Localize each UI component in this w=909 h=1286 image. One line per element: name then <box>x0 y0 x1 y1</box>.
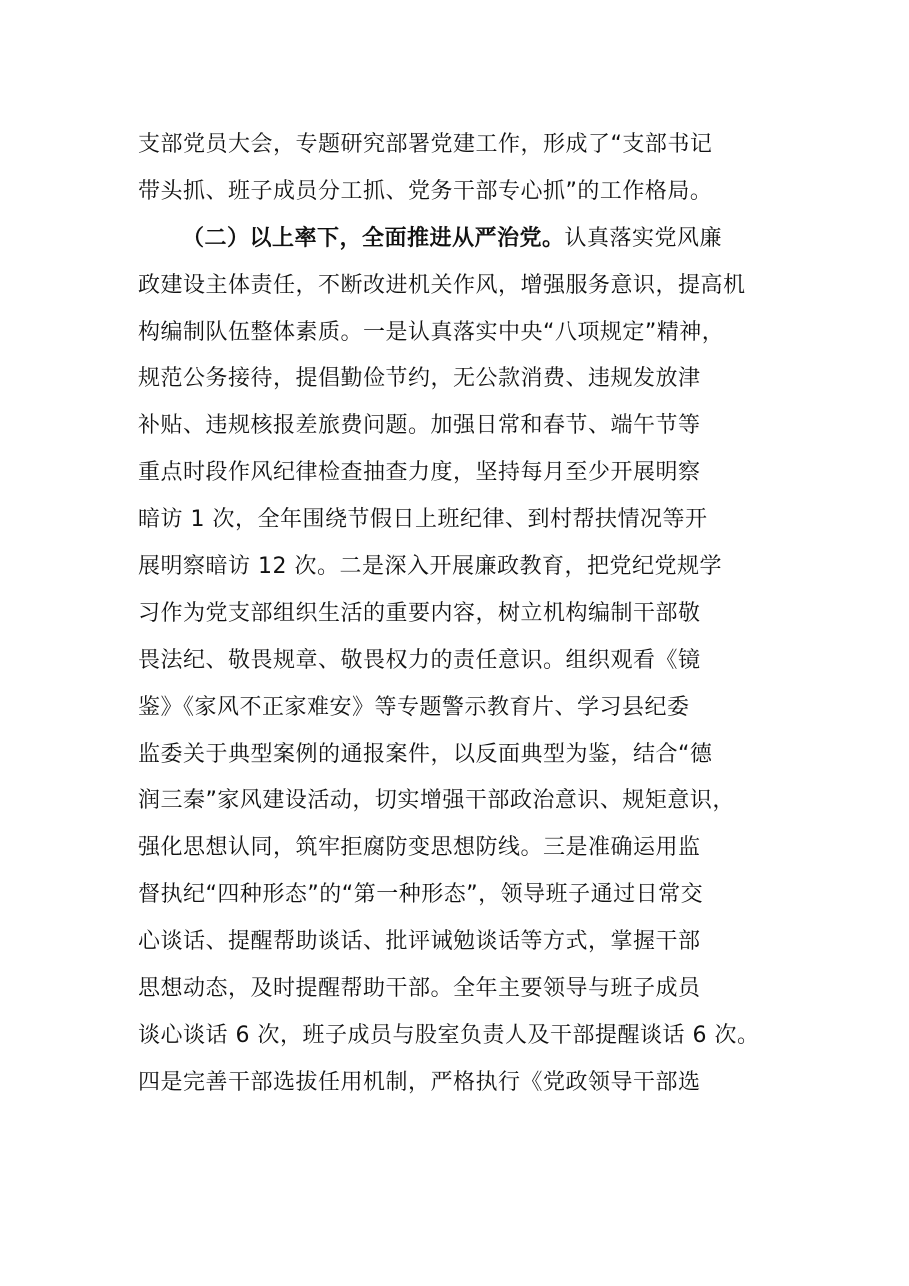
paragraph-line-10: 展明察暗访 12 次。二是深入开展廉政教育，把党纪党规学 <box>138 554 722 580</box>
paragraph-line-8: 重点时段作风纪律检查抽查力度，坚持每月至少开展明察 <box>138 460 701 486</box>
paragraph-line-12: 畏法纪、敬畏规章、敬畏权力的责任意识。组织观看《镜 <box>138 647 701 673</box>
paragraph-line-17: 督执纪“四种形态”的“第一种形态”，领导班子通过日常交 <box>138 882 704 908</box>
paragraph-line-13: 鉴》《家风不正家难安》等专题警示教育片、学习县纪委 <box>138 694 690 720</box>
paragraph-line-5: 构编制队伍整体素质。一是认真落实中央“八项规定”精神， <box>138 319 725 345</box>
paragraph-line-15: 润三秦”家风建设活动，切实增强干部政治意识、规矩意识， <box>138 788 735 814</box>
section-heading-continuation: 认真落实党风廉 <box>564 225 723 251</box>
paragraph-line-16: 强化思想认同，筑牢拒腐防变思想防线。三是准确运用监 <box>138 835 701 861</box>
document-body <box>138 122 778 1107</box>
paragraph-line-19: 思想动态，及时提醒帮助干部。全年主要领导与班子成员 <box>138 976 701 1002</box>
paragraph-line-2: 带头抓、班子成员分工抓、党务干部专心抓”的工作格局。 <box>138 178 713 204</box>
paragraph-line-7: 补贴、违规核报差旅费问题。加强日常和春节、端午节等 <box>138 413 701 439</box>
section-heading: （二）以上率下，全面推进从严治党。 <box>182 225 565 251</box>
paragraph-line-20: 谈心谈话 6 次，班子成员与股室负责人及干部提醒谈话 6 次。 <box>138 1022 760 1048</box>
paragraph-line-4: 政建设主体责任，不断改进机关作风，增强服务意识，提高机 <box>138 272 746 298</box>
paragraph-line-14: 监委关于典型案例的通报案件，以反面典型为鉴，结合“德 <box>138 741 713 767</box>
paragraph-line-21: 四是完善干部选拔任用机制，严格执行《党政领导干部选 <box>138 1069 701 1095</box>
paragraph-line-11: 习作为党支部组织生活的重要内容，树立机构编制干部敬 <box>138 600 701 626</box>
paragraph-line-1: 支部党员大会，专题研究部署党建工作，形成了“支部书记 <box>138 132 713 157</box>
section-heading-line <box>138 216 778 263</box>
paragraph-line-18: 心谈话、提醒帮助谈话、批评诫勉谈话等方式，掌握干部 <box>138 929 701 955</box>
paragraph-line-6: 规范公务接待，提倡勤俭节约，无公款消费、违规发放津 <box>138 366 701 392</box>
paragraph-line-9: 暗访 1 次，全年围绕节假日上班纪律、到村帮扶情况等开 <box>138 507 708 533</box>
